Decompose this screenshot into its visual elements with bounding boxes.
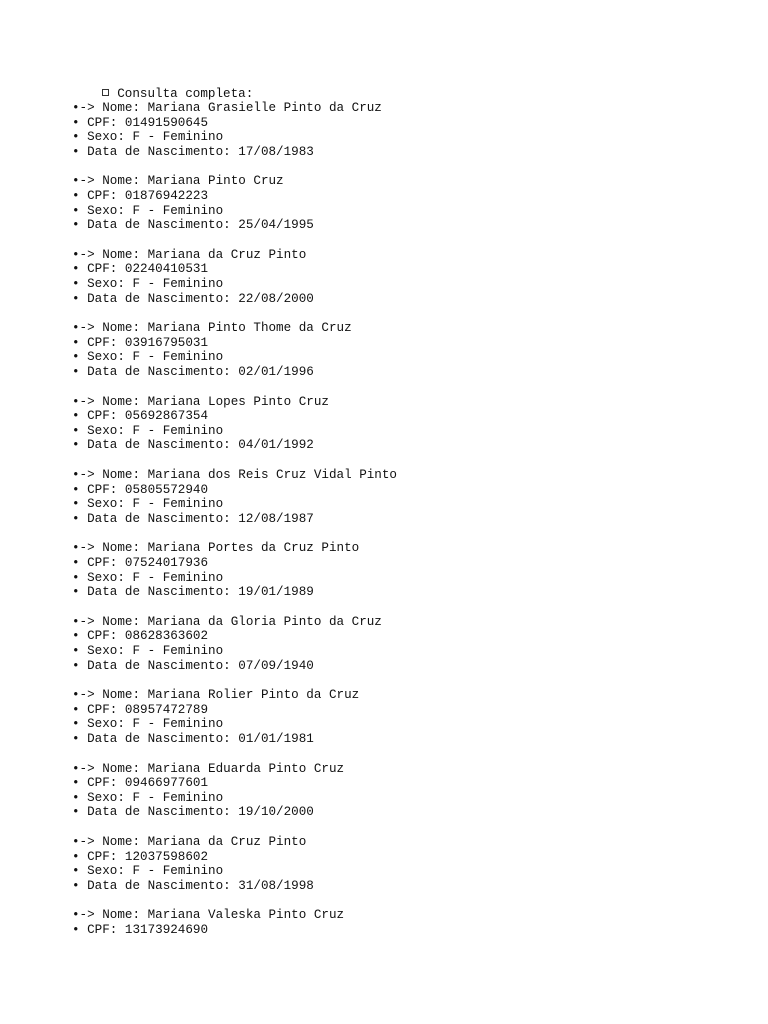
record-name-line bbox=[72, 908, 344, 923]
record-name-line bbox=[72, 101, 382, 116]
record-cpf-value: 02240410531 bbox=[124, 262, 209, 277]
record-cpf-value: 13173924690 bbox=[124, 923, 209, 937]
record-sexo-label: • Sexo: bbox=[72, 497, 133, 512]
record-sexo-value: F - Feminino bbox=[132, 277, 224, 291]
record-sexo-value: F - Feminino bbox=[132, 350, 224, 365]
record-name-label: •-> Nome: bbox=[72, 174, 148, 189]
record-sexo-label: • Sexo: bbox=[72, 203, 133, 218]
record-cpf-line bbox=[72, 116, 208, 131]
record-name-line bbox=[72, 615, 382, 630]
record-cpf-line bbox=[72, 262, 208, 277]
record-sexo-line bbox=[72, 571, 223, 586]
record-sexo-value: F - Feminino bbox=[132, 203, 224, 218]
record-cpf-value: 05805572940 bbox=[124, 482, 209, 497]
consulta-header bbox=[72, 72, 254, 101]
record-cpf-line bbox=[72, 556, 208, 571]
record-nascimento-line bbox=[72, 438, 314, 453]
record-sexo-line bbox=[72, 644, 223, 659]
record-sexo-label: • Sexo: bbox=[72, 130, 133, 145]
record-nascimento-line bbox=[72, 512, 314, 527]
record-cpf-value: 05692867354 bbox=[124, 409, 209, 424]
record-sexo-label: • Sexo: bbox=[72, 864, 133, 879]
record-cpf-label: • CPF: bbox=[72, 849, 125, 864]
record-cpf-label: • CPF: bbox=[72, 189, 125, 203]
record-cpf-line bbox=[72, 336, 208, 351]
record-nascimento-value: 02/01/1996 bbox=[238, 365, 314, 379]
record-cpf-label: • CPF: bbox=[72, 335, 125, 350]
record-name-label: •-> Nome: bbox=[72, 321, 148, 336]
record-sexo-line bbox=[72, 130, 223, 145]
record-nascimento-label: • Data de Nascimento: bbox=[72, 144, 239, 159]
record-name-line bbox=[72, 395, 329, 410]
record-sexo-line bbox=[72, 717, 223, 732]
record-nascimento-label: • Data de Nascimento: bbox=[72, 291, 239, 306]
record-sexo-line bbox=[72, 497, 223, 512]
record-cpf-line bbox=[72, 703, 208, 718]
record-sexo-line bbox=[72, 204, 223, 219]
record-cpf-value: 07524017936 bbox=[124, 556, 209, 570]
record-sexo-value: F - Feminino bbox=[132, 570, 224, 585]
record-nascimento-label: • Data de Nascimento: bbox=[72, 438, 239, 453]
record-cpf-line bbox=[72, 629, 208, 644]
record-nascimento-value: 07/09/1940 bbox=[238, 658, 314, 673]
record-nascimento-label: • Data de Nascimento: bbox=[72, 732, 239, 746]
record-cpf-label: • CPF: bbox=[72, 556, 125, 570]
record-name-line bbox=[72, 321, 352, 336]
record-nascimento-value: 17/08/1983 bbox=[238, 144, 314, 159]
record-name-label: •-> Nome: bbox=[72, 761, 148, 776]
record-cpf-line bbox=[72, 189, 208, 204]
record-nascimento-line bbox=[72, 145, 314, 160]
record-cpf-label: • CPF: bbox=[72, 115, 125, 130]
record-nascimento-line bbox=[72, 879, 314, 894]
record-cpf-line bbox=[72, 409, 208, 424]
record-cpf-label: • CPF: bbox=[72, 262, 125, 277]
record-cpf-line bbox=[72, 483, 208, 498]
record-nascimento-label: • Data de Nascimento: bbox=[72, 805, 239, 820]
record-sexo-value: F - Feminino bbox=[132, 644, 224, 658]
record-nascimento-line bbox=[72, 218, 314, 233]
record-name-line bbox=[72, 174, 284, 189]
record-nascimento-label: • Data de Nascimento: bbox=[72, 878, 239, 893]
record-name-line bbox=[72, 835, 306, 850]
record-name-value: Mariana Grasielle Pinto da Cruz bbox=[147, 101, 382, 115]
record-sexo-value: F - Feminino bbox=[132, 423, 224, 438]
record-name-value: Mariana Rolier Pinto da Cruz bbox=[147, 688, 360, 703]
record-sexo-value: F - Feminino bbox=[132, 130, 224, 145]
record-cpf-line bbox=[72, 923, 208, 938]
record-nascimento-label: • Data de Nascimento: bbox=[72, 658, 239, 673]
record-name-value: Mariana da Gloria Pinto da Cruz bbox=[147, 614, 382, 629]
record-nascimento-line bbox=[72, 732, 314, 747]
record-cpf-line bbox=[72, 776, 208, 791]
record-sexo-value: F - Feminino bbox=[132, 497, 224, 512]
record-name-value: Mariana Lopes Pinto Cruz bbox=[147, 394, 329, 409]
record-nascimento-label: • Data de Nascimento: bbox=[72, 511, 239, 526]
record-cpf-value: 08628363602 bbox=[124, 629, 209, 644]
record-nascimento-value: 22/08/2000 bbox=[238, 291, 314, 306]
record-sexo-label: • Sexo: bbox=[72, 423, 133, 438]
record-name-label: •-> Nome: bbox=[72, 468, 148, 482]
record-nascimento-label: • Data de Nascimento: bbox=[72, 365, 239, 379]
record-name-value: Mariana Valeska Pinto Cruz bbox=[147, 908, 345, 923]
record-nascimento-value: 04/01/1992 bbox=[238, 438, 314, 453]
record-sexo-value: F - Feminino bbox=[132, 717, 224, 732]
record-name-label: •-> Nome: bbox=[72, 101, 148, 115]
record-nascimento-line bbox=[72, 585, 314, 600]
record-cpf-value: 01876942223 bbox=[124, 189, 209, 203]
record-nascimento-line bbox=[72, 805, 314, 820]
box-icon bbox=[102, 89, 109, 96]
record-cpf-value: 01491590645 bbox=[124, 115, 209, 130]
record-nascimento-label: • Data de Nascimento: bbox=[72, 218, 239, 233]
record-name-line bbox=[72, 541, 359, 556]
record-cpf-value: 03916795031 bbox=[124, 335, 209, 350]
consulta-title: Consulta completa: bbox=[117, 87, 254, 101]
record-sexo-value: F - Feminino bbox=[132, 864, 224, 879]
record-name-label: •-> Nome: bbox=[72, 908, 148, 923]
record-name-value: Mariana Pinto Cruz bbox=[147, 174, 284, 189]
record-nascimento-value: 19/10/2000 bbox=[238, 805, 314, 820]
record-name-line bbox=[72, 762, 344, 777]
record-nascimento-value: 31/08/1998 bbox=[238, 878, 314, 893]
record-nascimento-line bbox=[72, 292, 314, 307]
record-sexo-line bbox=[72, 350, 223, 365]
record-cpf-value: 08957472789 bbox=[124, 702, 209, 717]
record-name-value: Mariana Eduarda Pinto Cruz bbox=[147, 761, 345, 776]
record-name-value: Mariana da Cruz Pinto bbox=[147, 247, 307, 262]
record-name-line bbox=[72, 468, 397, 483]
record-name-label: •-> Nome: bbox=[72, 394, 148, 409]
record-sexo-label: • Sexo: bbox=[72, 277, 133, 291]
record-name-line bbox=[72, 248, 306, 263]
record-name-label: •-> Nome: bbox=[72, 688, 148, 703]
record-sexo-label: • Sexo: bbox=[72, 644, 133, 658]
record-nascimento-line bbox=[72, 365, 314, 380]
record-sexo-label: • Sexo: bbox=[72, 350, 133, 365]
record-nascimento-value: 12/08/1987 bbox=[238, 511, 314, 526]
record-name-value: Mariana Portes da Cruz Pinto bbox=[147, 541, 360, 556]
record-name-value: Mariana Pinto Thome da Cruz bbox=[147, 321, 352, 336]
record-name-value: Mariana dos Reis Cruz Vidal Pinto bbox=[147, 468, 397, 482]
record-name-label: •-> Nome: bbox=[72, 614, 148, 629]
record-name-value: Mariana da Cruz Pinto bbox=[147, 835, 307, 849]
record-cpf-label: • CPF: bbox=[72, 923, 125, 937]
record-nascimento-label: • Data de Nascimento: bbox=[72, 585, 239, 600]
record-nascimento-value: 01/01/1981 bbox=[238, 732, 314, 746]
record-sexo-line bbox=[72, 424, 223, 439]
record-nascimento-line bbox=[72, 659, 314, 674]
record-sexo-line bbox=[72, 277, 223, 292]
record-name-label: •-> Nome: bbox=[72, 541, 148, 556]
record-name-label: •-> Nome: bbox=[72, 247, 148, 262]
record-sexo-line bbox=[72, 864, 223, 879]
record-name-line bbox=[72, 688, 359, 703]
record-cpf-label: • CPF: bbox=[72, 776, 125, 791]
record-sexo-value: F - Feminino bbox=[132, 790, 224, 805]
record-cpf-label: • CPF: bbox=[72, 629, 125, 644]
record-cpf-line bbox=[72, 850, 208, 865]
record-sexo-label: • Sexo: bbox=[72, 717, 133, 732]
record-sexo-line bbox=[72, 791, 223, 806]
record-name-label: •-> Nome: bbox=[72, 835, 148, 849]
record-cpf-label: • CPF: bbox=[72, 702, 125, 717]
record-cpf-label: • CPF: bbox=[72, 409, 125, 424]
record-cpf-label: • CPF: bbox=[72, 482, 125, 497]
record-nascimento-value: 25/04/1995 bbox=[238, 218, 314, 233]
record-sexo-label: • Sexo: bbox=[72, 790, 133, 805]
record-nascimento-value: 19/01/1989 bbox=[238, 585, 314, 600]
record-sexo-label: • Sexo: bbox=[72, 570, 133, 585]
record-cpf-value: 09466977601 bbox=[124, 776, 209, 791]
record-cpf-value: 12037598602 bbox=[124, 849, 209, 864]
